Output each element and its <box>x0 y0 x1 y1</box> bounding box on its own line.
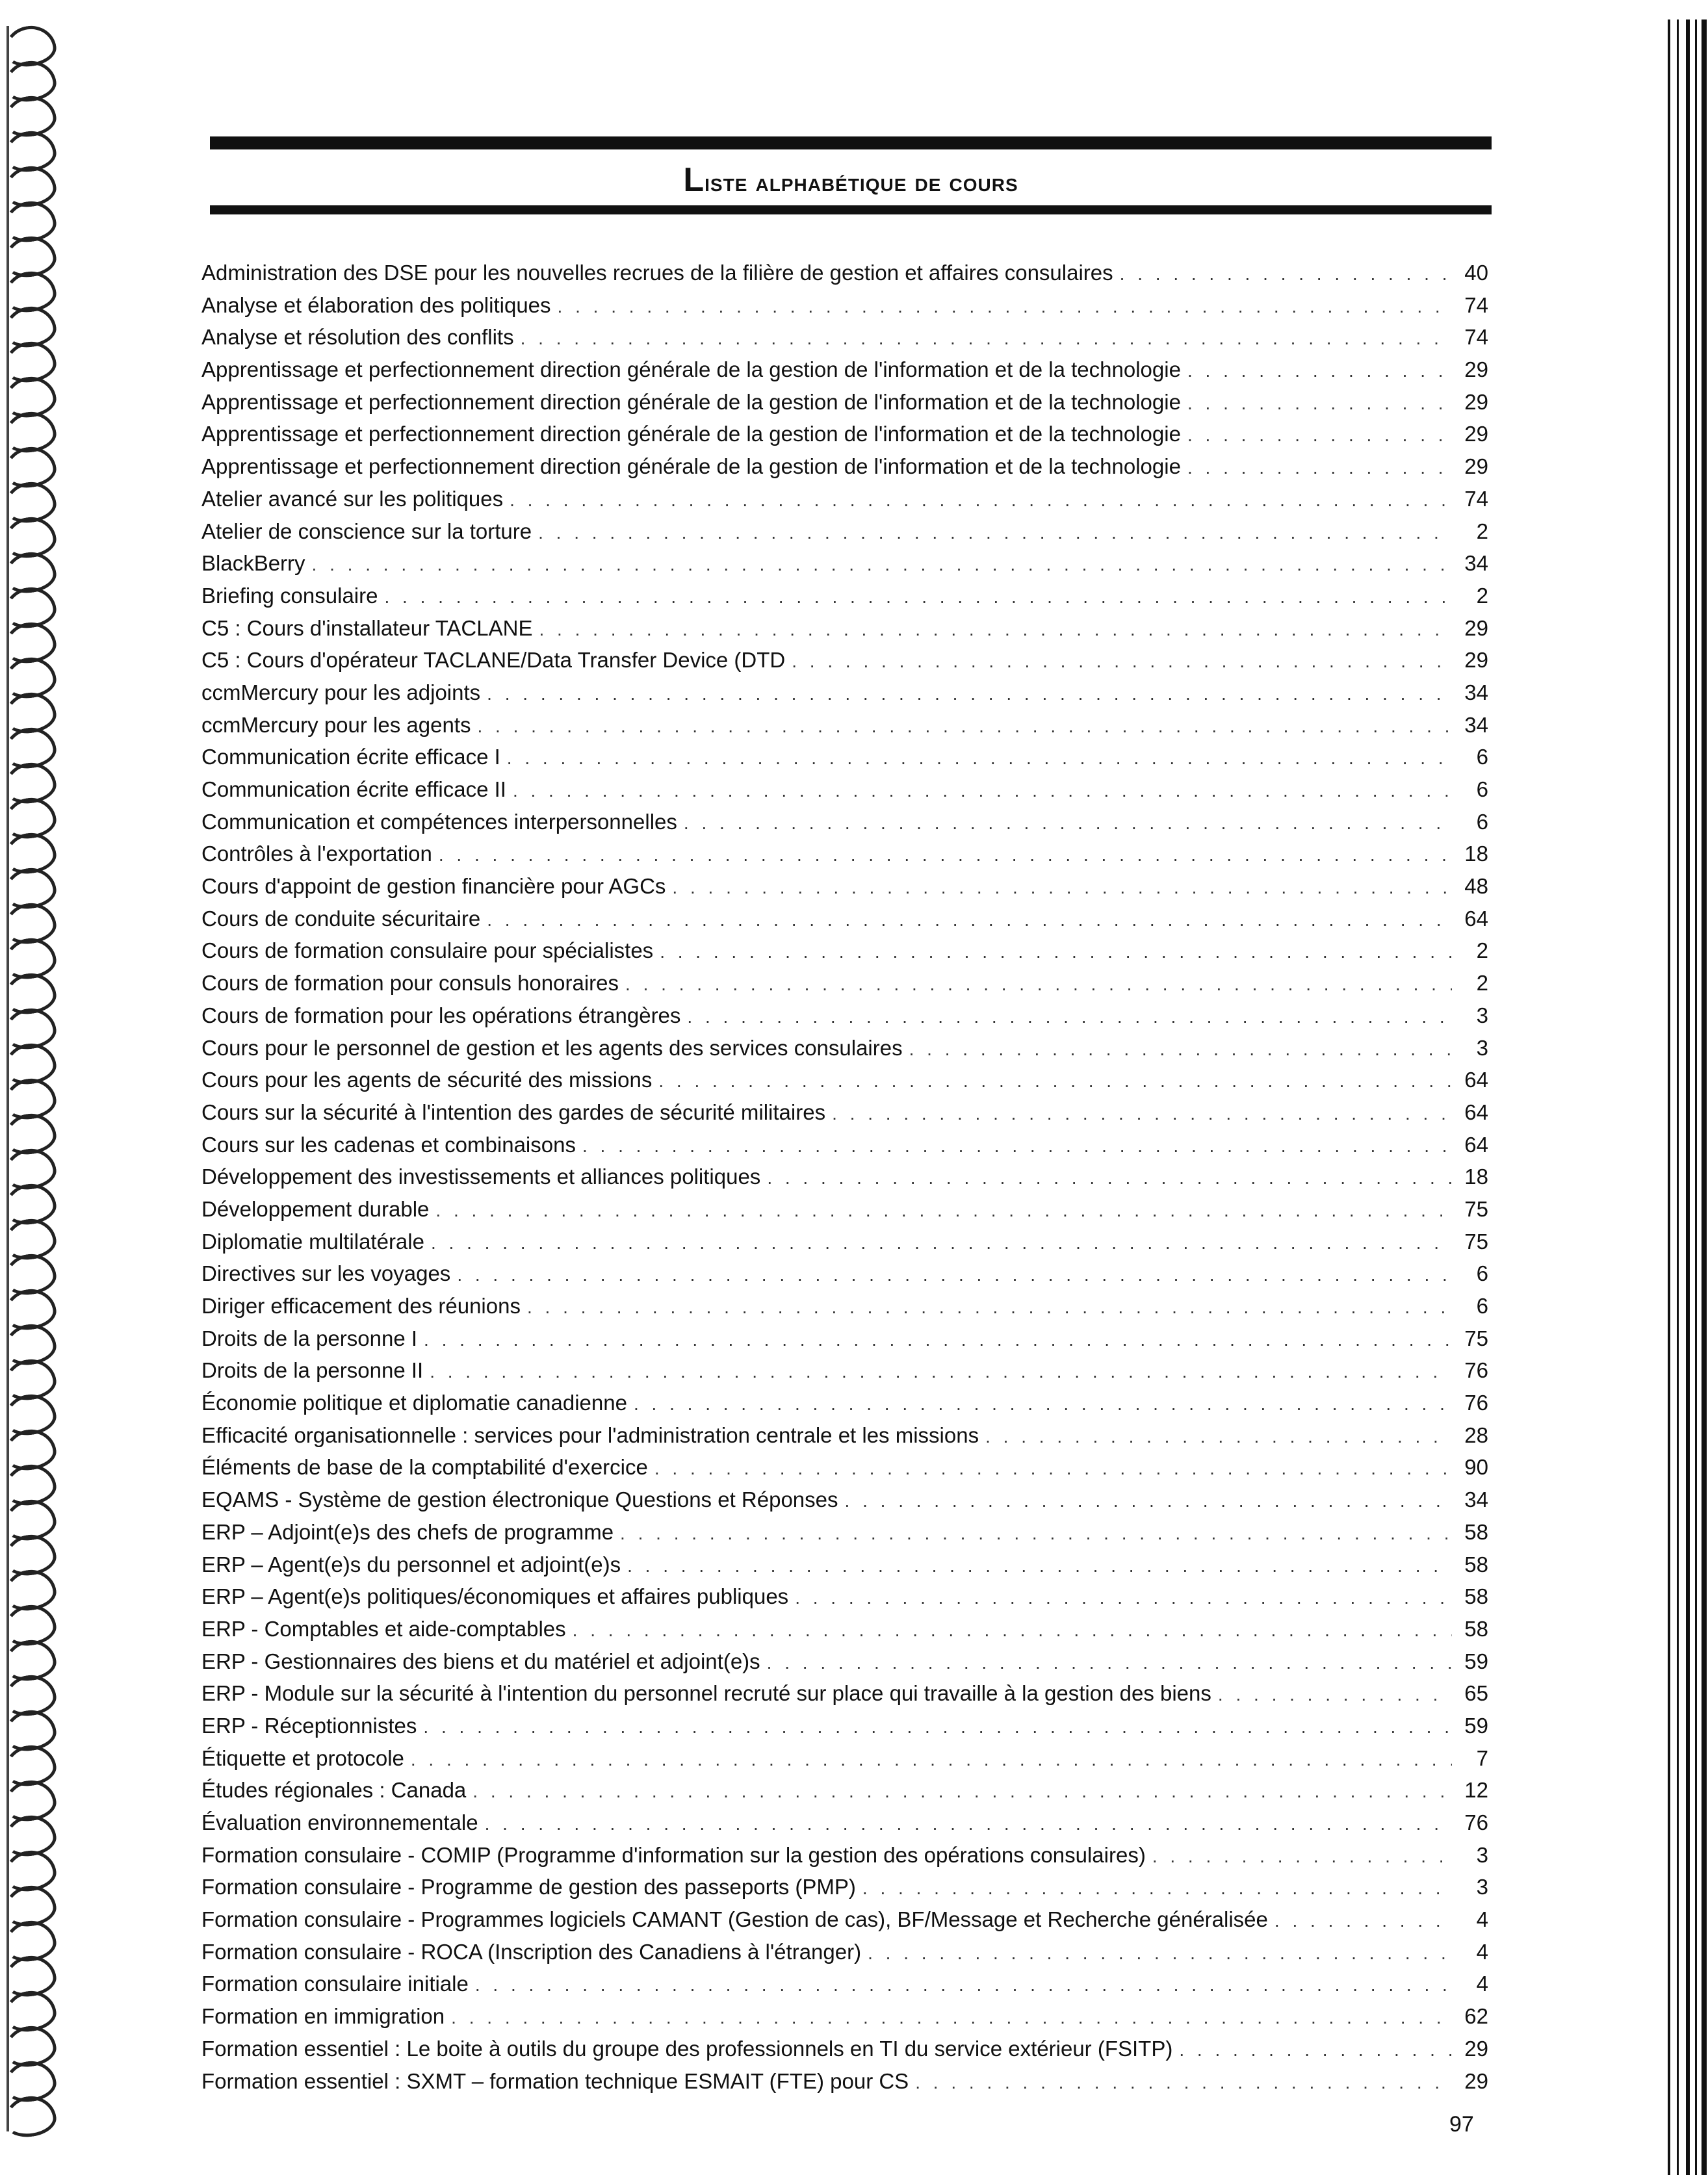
course-page: 3 <box>1476 1875 1488 1899</box>
course-title: Formation essentiel : SXMT – formation technique ESMAIT (FTE) pour CS <box>201 2068 909 2093</box>
course-title: C5 : Cours d'opérateur TACLANE/Data Transfer Device (DTD <box>201 648 786 673</box>
course-title: Diplomatie multilatérale <box>201 1229 424 1254</box>
list-item <box>201 612 1488 645</box>
dot-leader <box>423 1711 1452 1744</box>
dot-leader <box>1179 2034 1452 2066</box>
course-title: Évaluation environnementale <box>201 1810 478 1834</box>
list-item <box>201 1419 1488 1452</box>
course-title: Apprentissage et perfectionnement direction générale de la gestion de l'information et de la technologie <box>201 389 1181 414</box>
list-item <box>201 547 1488 580</box>
course-title: Développement des investissements et alliances politiques <box>201 1165 761 1189</box>
list-item <box>201 450 1488 483</box>
list-item <box>201 1129 1488 1161</box>
list-item <box>201 1484 1488 1516</box>
course-page: 58 <box>1464 1552 1488 1577</box>
binding-loop <box>1 2093 58 2141</box>
course-page: 65 <box>1464 1681 1488 1706</box>
list-item <box>201 321 1488 354</box>
list-item <box>201 1161 1488 1193</box>
dot-leader <box>521 322 1452 355</box>
list-item <box>201 1968 1488 2000</box>
list-item <box>201 1677 1488 1710</box>
spiral-binding <box>0 0 78 2175</box>
dot-leader <box>439 839 1452 871</box>
course-page: 29 <box>1464 454 1488 479</box>
dot-leader <box>510 484 1452 517</box>
list-item <box>201 418 1488 450</box>
course-page: 74 <box>1464 486 1488 511</box>
page-title <box>210 155 1492 205</box>
dot-leader <box>487 678 1452 710</box>
course-title: ERP – Agent(e)s du personnel et adjoint(e)s <box>201 1552 621 1577</box>
list-item <box>201 967 1488 999</box>
dot-leader <box>672 871 1452 904</box>
dot-leader <box>472 1775 1452 1808</box>
course-page: 4 <box>1476 1939 1488 1964</box>
list-item <box>201 515 1488 548</box>
course-title: Cours d'appoint de gestion financière pour AGCs <box>201 874 666 899</box>
course-title: Étiquette et protocole <box>201 1745 404 1770</box>
list-item <box>201 1710 1488 1742</box>
dot-leader <box>627 1550 1452 1582</box>
dot-leader <box>620 1517 1452 1550</box>
list-item <box>201 1290 1488 1322</box>
dot-leader <box>507 742 1452 775</box>
list-item <box>201 999 1488 1032</box>
list-item <box>201 1549 1488 1581</box>
course-title: BlackBerry <box>201 551 305 576</box>
dot-leader <box>767 1162 1452 1194</box>
dot-leader <box>634 1388 1452 1421</box>
dot-leader <box>527 1291 1452 1324</box>
course-page: 64 <box>1464 1068 1488 1092</box>
dot-leader <box>654 1452 1452 1485</box>
list-item <box>201 903 1488 935</box>
dot-leader <box>915 2066 1452 2099</box>
course-page: 6 <box>1476 1294 1488 1318</box>
dot-leader <box>475 1969 1452 2001</box>
course-title: Cours sur la sécurité à l'intention des gardes de sécurité militaires <box>201 1100 826 1124</box>
list-item <box>201 1322 1488 1355</box>
course-page: 59 <box>1464 1649 1488 1673</box>
dot-leader <box>411 1744 1452 1776</box>
course-page: 76 <box>1464 1391 1488 1415</box>
dot-leader <box>767 1647 1452 1679</box>
course-page: 58 <box>1464 1519 1488 1544</box>
list-item <box>201 257 1488 289</box>
dot-leader <box>660 936 1452 968</box>
list-item <box>201 1354 1488 1387</box>
dot-leader <box>1120 258 1452 290</box>
course-page: 2 <box>1476 583 1488 608</box>
dot-leader <box>1187 419 1452 452</box>
page-edge-artifact <box>1663 0 1708 2175</box>
list-item <box>201 1193 1488 1226</box>
course-title: Formation consulaire - COMIP (Programme d'information sur la gestion des opérations consulaires) <box>201 1842 1146 1867</box>
list-item <box>201 2000 1488 2033</box>
course-page: 64 <box>1464 906 1488 931</box>
list-item <box>201 1064 1488 1096</box>
course-page: 18 <box>1464 842 1488 866</box>
course-title: ERP – Agent(e)s politiques/économiques et affaires publiques <box>201 1584 789 1609</box>
dot-leader <box>862 1872 1452 1905</box>
list-item <box>201 1613 1488 1645</box>
course-page: 29 <box>1464 422 1488 446</box>
dot-leader <box>909 1033 1452 1066</box>
course-title: Droits de la personne II <box>201 1358 424 1383</box>
course-page: 7 <box>1476 1745 1488 1770</box>
dot-leader <box>684 807 1452 840</box>
list-item <box>201 1936 1488 1968</box>
list-item <box>201 1645 1488 1678</box>
course-title: C5 : Cours d'installateur TACLANE <box>201 615 533 640</box>
course-title: EQAMS - Système de gestion électronique Questions et Réponses <box>201 1487 838 1512</box>
list-item <box>201 1839 1488 1872</box>
course-page: 29 <box>1464 648 1488 673</box>
dot-leader <box>795 1582 1452 1614</box>
dot-leader <box>868 1937 1452 1970</box>
list-item <box>201 1451 1488 1484</box>
list-item <box>201 1096 1488 1129</box>
course-title: Formation essentiel : Le boite à outils du groupe des professionnels en TI du service extérieur (FSITP) <box>201 2036 1173 2061</box>
list-item <box>201 870 1488 903</box>
course-title: Formation consulaire - ROCA (Inscription des Canadiens à l'étranger) <box>201 1939 862 1964</box>
course-page: 6 <box>1476 1261 1488 1286</box>
course-title: ccmMercury pour les agents <box>201 712 471 737</box>
list-item <box>201 1774 1488 1807</box>
list-item <box>201 354 1488 386</box>
course-title: Cours de formation pour les opérations étrangères <box>201 1003 681 1027</box>
dot-leader <box>430 1356 1452 1388</box>
dot-leader <box>1187 387 1452 420</box>
course-page: 34 <box>1464 712 1488 737</box>
title-rule-top <box>210 136 1492 149</box>
list-item <box>201 1871 1488 1903</box>
course-title: Droits de la personne I <box>201 1326 418 1350</box>
course-page: 59 <box>1464 1713 1488 1738</box>
list-item <box>201 838 1488 870</box>
list-item <box>201 1807 1488 1839</box>
list-item <box>201 580 1488 612</box>
dot-leader <box>538 517 1452 549</box>
course-page: 12 <box>1464 1778 1488 1803</box>
course-page: 48 <box>1464 874 1488 899</box>
course-title: Cours de formation consulaire pour spécialistes <box>201 938 654 963</box>
list-item <box>201 2033 1488 2065</box>
list-item <box>201 1903 1488 1936</box>
list-item <box>201 1387 1488 1419</box>
course-title: ccmMercury pour les adjoints <box>201 680 481 704</box>
course-title: Formation consulaire - Programmes logiciels CAMANT (Gestion de cas), BF/Message et Recherche généralisée <box>201 1907 1268 1932</box>
course-page: 6 <box>1476 777 1488 801</box>
dot-leader <box>1218 1679 1452 1711</box>
list-item <box>201 2065 1488 2098</box>
list-item <box>201 1516 1488 1549</box>
course-title: Apprentissage et perfectionnement direction générale de la gestion de l'information et de la technologie <box>201 357 1181 382</box>
course-page: 4 <box>1476 1907 1488 1932</box>
course-title: Communication écrite efficace I <box>201 745 500 769</box>
course-page: 74 <box>1464 292 1488 317</box>
course-page: 3 <box>1476 1003 1488 1027</box>
course-title: ERP - Module sur la sécurité à l'intention du personnel recruté sur place qui travaille à la gestion des biens <box>201 1681 1211 1706</box>
course-page: 6 <box>1476 745 1488 769</box>
course-title: Formation en immigration <box>201 2004 445 2029</box>
course-title: Contrôles à l'exportation <box>201 842 432 866</box>
course-title: Cours pour le personnel de gestion et les agents des services consulaires <box>201 1035 903 1060</box>
course-title: Développement durable <box>201 1196 430 1221</box>
list-item <box>201 1257 1488 1290</box>
list-item <box>201 1742 1488 1775</box>
course-index-list <box>201 257 1488 2097</box>
dot-leader <box>582 1130 1452 1163</box>
dot-leader <box>451 2001 1452 2034</box>
dot-leader <box>985 1421 1452 1453</box>
course-title: Communication et compétences interpersonnelles <box>201 809 677 834</box>
dot-leader <box>457 1259 1452 1291</box>
dot-leader <box>477 710 1452 743</box>
dot-leader <box>539 613 1452 646</box>
dot-leader <box>487 904 1452 936</box>
course-title: Analyse et résolution des conflits <box>201 325 514 350</box>
page-title-initial: L <box>683 161 705 199</box>
list-item <box>201 741 1488 773</box>
course-page: 29 <box>1464 389 1488 414</box>
course-page: 62 <box>1464 2004 1488 2029</box>
course-page: 75 <box>1464 1229 1488 1254</box>
course-title: Économie politique et diplomatie canadienne <box>201 1391 627 1415</box>
course-title: Directives sur les voyages <box>201 1261 451 1286</box>
list-item <box>201 1580 1488 1613</box>
dot-leader <box>1187 452 1452 484</box>
course-page: 58 <box>1464 1584 1488 1609</box>
dot-leader <box>431 1227 1452 1259</box>
course-page: 34 <box>1464 680 1488 704</box>
course-page: 75 <box>1464 1196 1488 1221</box>
course-title: Diriger efficacement des réunions <box>201 1294 521 1318</box>
course-title: ERP - Réceptionnistes <box>201 1713 417 1738</box>
list-item <box>201 806 1488 838</box>
course-page: 3 <box>1476 1035 1488 1060</box>
course-page: 76 <box>1464 1810 1488 1834</box>
course-title: Formation consulaire initiale <box>201 1972 469 1996</box>
list-item <box>201 483 1488 515</box>
course-title: Éléments de base de la comptabilité d'exercice <box>201 1455 648 1480</box>
course-page: 74 <box>1464 325 1488 350</box>
course-page: 34 <box>1464 1487 1488 1512</box>
dot-leader <box>513 775 1452 807</box>
course-title: Briefing consulaire <box>201 583 378 608</box>
course-page: 2 <box>1476 519 1488 543</box>
course-page: 64 <box>1464 1132 1488 1157</box>
course-page: 58 <box>1464 1616 1488 1641</box>
list-item <box>201 773 1488 806</box>
course-page: 34 <box>1464 551 1488 576</box>
dot-leader <box>424 1324 1452 1356</box>
course-title: Apprentissage et perfectionnement direction générale de la gestion de l'information et de la technologie <box>201 454 1181 479</box>
course-page: 4 <box>1476 1972 1488 1996</box>
course-page: 40 <box>1464 261 1488 285</box>
course-page: 2 <box>1476 938 1488 963</box>
course-page: 2 <box>1476 971 1488 996</box>
dot-leader <box>312 548 1452 581</box>
course-page: 6 <box>1476 809 1488 834</box>
course-page: 28 <box>1464 1422 1488 1447</box>
dot-leader <box>625 968 1452 1001</box>
dot-leader <box>485 1808 1452 1840</box>
course-title: Atelier avancé sur les politiques <box>201 486 504 511</box>
dot-leader <box>658 1065 1452 1098</box>
course-page: 29 <box>1464 2036 1488 2061</box>
course-title: Communication écrite efficace II <box>201 777 506 801</box>
course-title: Études régionales : Canada <box>201 1778 467 1803</box>
course-title: ERP - Gestionnaires des biens et du matériel et adjoint(e)s <box>201 1649 760 1673</box>
course-title: Efficacité organisationnelle : services pour l'administration centrale et les missions <box>201 1422 979 1447</box>
list-item <box>201 386 1488 418</box>
list-item <box>201 1032 1488 1064</box>
course-page: 64 <box>1464 1100 1488 1124</box>
list-item <box>201 709 1488 741</box>
course-page: 90 <box>1464 1455 1488 1480</box>
course-title: Formation consulaire - Programme de gestion des passeports (PMP) <box>201 1875 856 1899</box>
course-title: Administration des DSE pour les nouvelles recrues de la filière de gestion et affaires consulaires <box>201 261 1113 285</box>
course-page: 29 <box>1464 2068 1488 2093</box>
page-title-rest: iste alphabétique de cours <box>705 168 1018 197</box>
title-rule-bottom <box>210 205 1492 214</box>
course-title: Analyse et élaboration des politiques <box>201 292 551 317</box>
course-title: Cours sur les cadenas et combinaisons <box>201 1132 576 1157</box>
course-title: Cours pour les agents de sécurité des missions <box>201 1068 653 1092</box>
course-page: 29 <box>1464 357 1488 382</box>
course-title: ERP – Adjoint(e)s des chefs de programme <box>201 1519 614 1544</box>
list-item <box>201 676 1488 709</box>
dot-leader <box>1275 1905 1452 1937</box>
page-number: 97 <box>1449 2112 1474 2137</box>
list-item <box>201 644 1488 676</box>
dot-leader <box>832 1098 1452 1130</box>
course-title: ERP - Comptables et aide-comptables <box>201 1616 566 1641</box>
dot-leader <box>435 1194 1452 1227</box>
list-item <box>201 934 1488 967</box>
dot-leader <box>384 581 1452 613</box>
course-page: 76 <box>1464 1358 1488 1383</box>
dot-leader <box>845 1485 1452 1517</box>
dot-leader <box>687 1001 1452 1033</box>
course-title: Cours de formation pour consuls honoraires <box>201 971 619 996</box>
dot-leader <box>1152 1840 1452 1873</box>
course-page: 29 <box>1464 615 1488 640</box>
dot-leader <box>558 290 1452 323</box>
course-page: 75 <box>1464 1326 1488 1350</box>
dot-leader <box>1187 355 1452 387</box>
list-item <box>201 1226 1488 1258</box>
dot-leader <box>792 645 1452 678</box>
course-title: Cours de conduite sécuritaire <box>201 906 481 931</box>
course-page: 3 <box>1476 1842 1488 1867</box>
course-page: 18 <box>1464 1165 1488 1189</box>
dot-leader <box>573 1614 1452 1647</box>
course-title: Apprentissage et perfectionnement direction générale de la gestion de l'information et de la technologie <box>201 422 1181 446</box>
list-item <box>201 289 1488 322</box>
course-title: Atelier de conscience sur la torture <box>201 519 532 543</box>
